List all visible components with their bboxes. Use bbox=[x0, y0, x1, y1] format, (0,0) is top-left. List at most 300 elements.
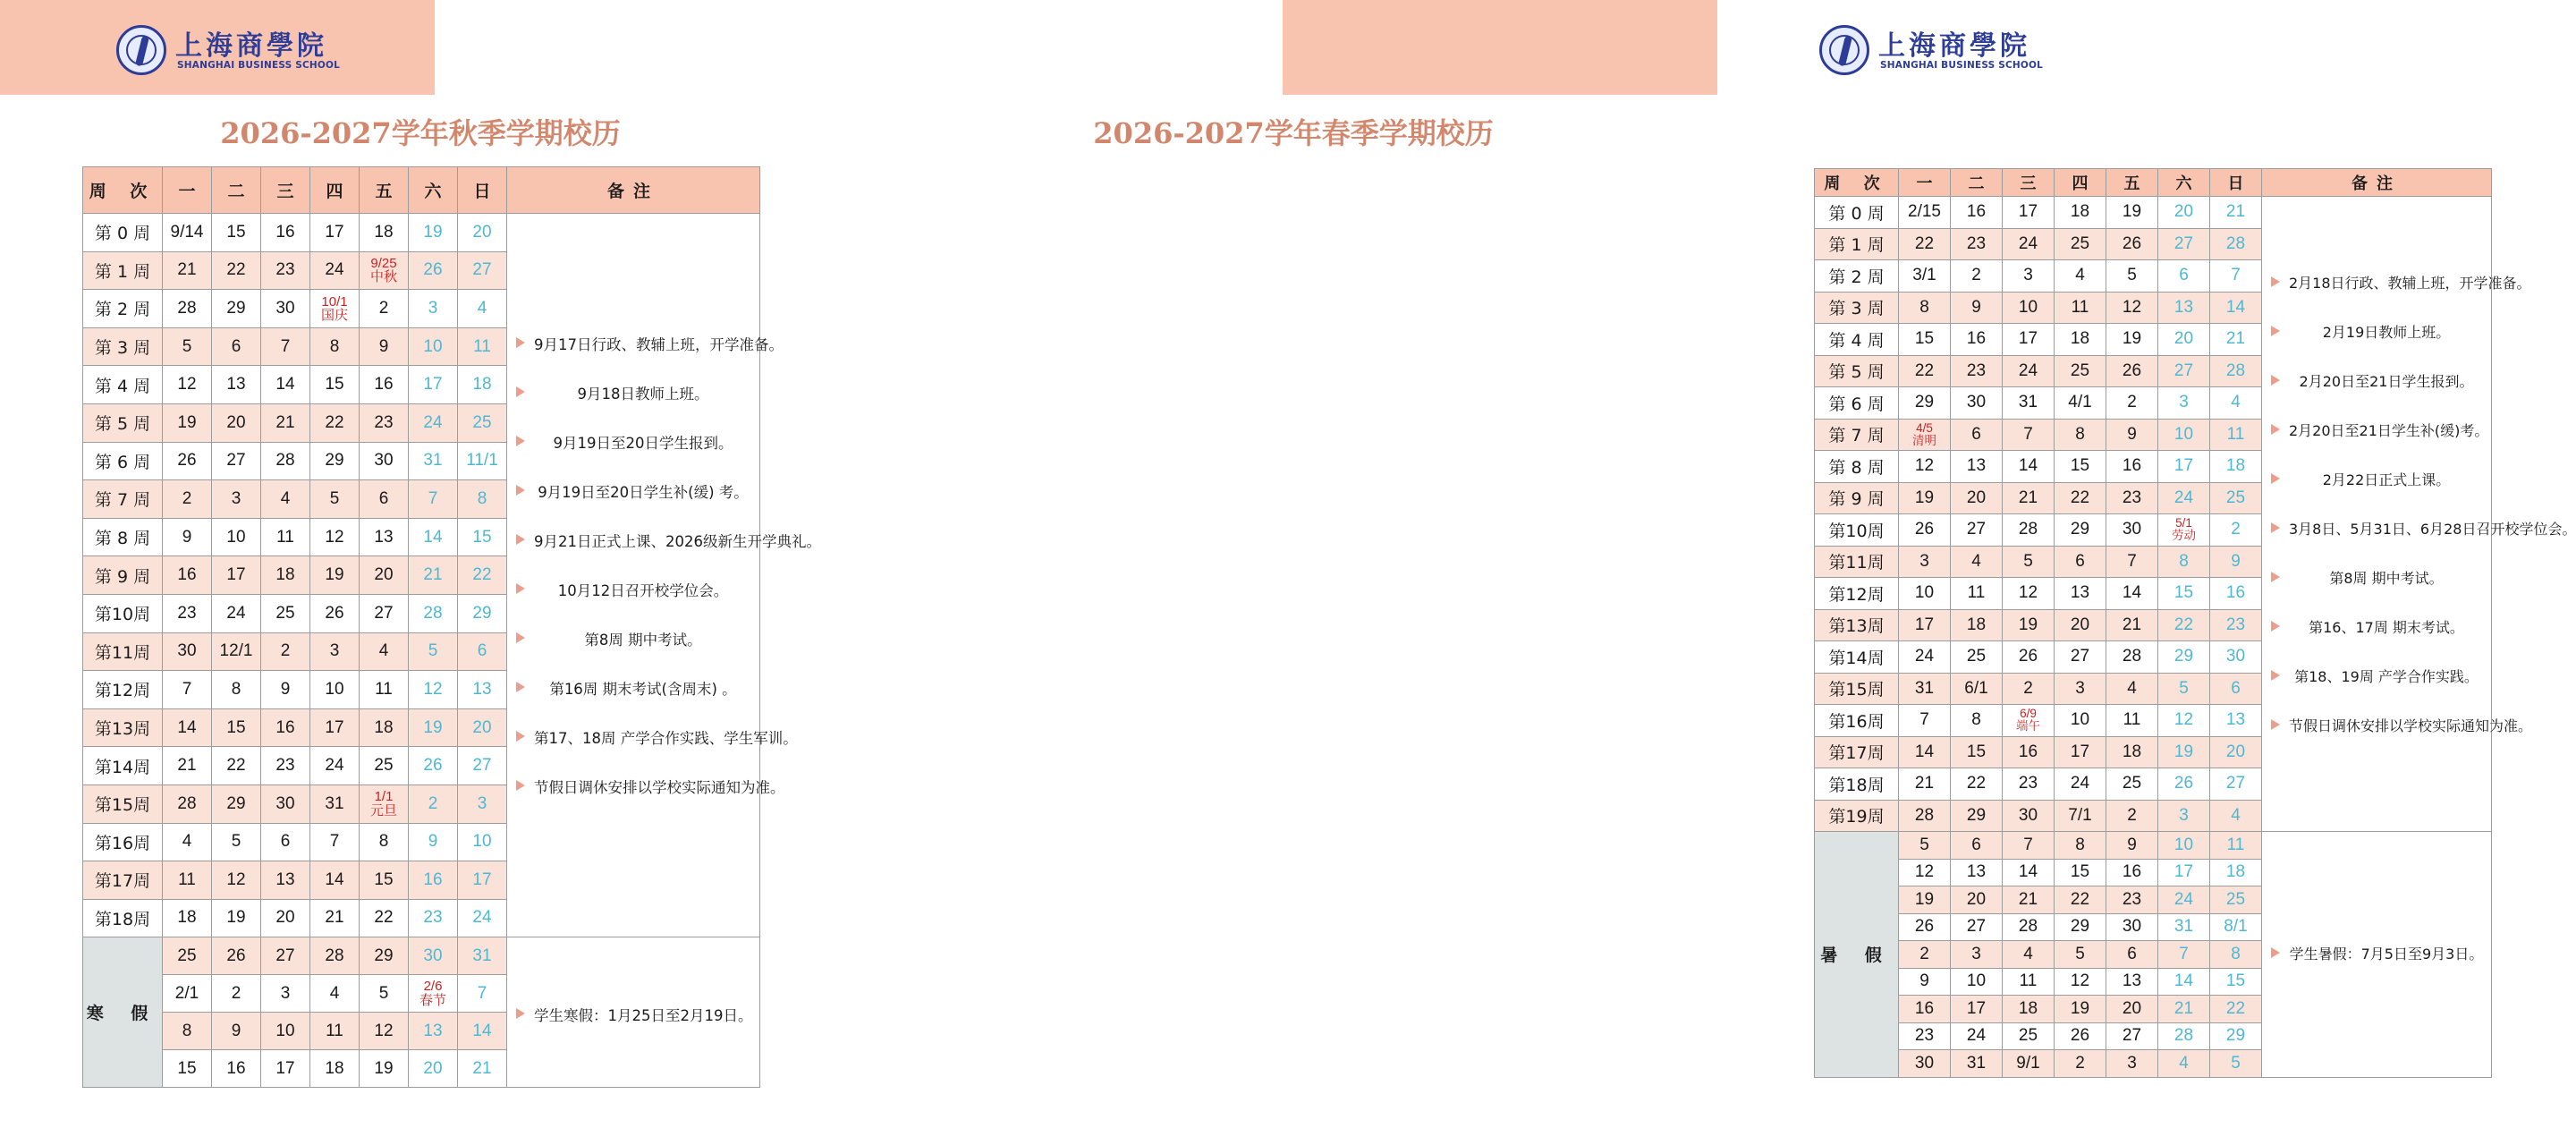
week-label: 第 1 周 bbox=[83, 251, 163, 290]
day-cell: 2 bbox=[2055, 1050, 2106, 1078]
day-cell: 18 bbox=[2210, 859, 2262, 886]
day-cell: 14 bbox=[458, 1013, 507, 1050]
day-cell: 17 bbox=[2003, 324, 2055, 356]
day-cell: 10 bbox=[212, 518, 261, 556]
day-cell: 24 bbox=[310, 251, 360, 290]
day-cell: 15 bbox=[2158, 578, 2210, 610]
week-label: 第 8 周 bbox=[83, 518, 163, 556]
day-cell: 7 bbox=[2158, 941, 2210, 969]
week-label: 第14周 bbox=[83, 747, 163, 785]
day-cell: 28 bbox=[2003, 514, 2055, 547]
holiday-name: 春节 bbox=[419, 992, 446, 1008]
day-cell: 9/14 bbox=[163, 214, 212, 252]
day-cell: 4 bbox=[2003, 941, 2055, 969]
day-cell: 2 bbox=[1951, 260, 2003, 293]
day-cell: 2 bbox=[2210, 514, 2262, 547]
day-cell: 9 bbox=[212, 1013, 261, 1050]
remark-text: 第17、18周 产学合作实践、学生军训。 bbox=[534, 730, 798, 748]
day-cell: 28 bbox=[2003, 913, 2055, 941]
day-cell: 5 bbox=[409, 632, 458, 671]
remark-text: 第16、17周 期末考试。 bbox=[2309, 618, 2464, 636]
remark-text: 第8周 期中考试。 bbox=[584, 632, 702, 649]
day-cell: 12 bbox=[360, 1013, 409, 1050]
day-cell: 29 bbox=[212, 785, 261, 823]
week-label: 第10周 bbox=[1815, 514, 1899, 547]
day-cell: 19 bbox=[2158, 736, 2210, 768]
day-cell: 5 bbox=[2003, 546, 2055, 578]
remark-item bbox=[2262, 715, 2533, 738]
day-cell: 14 bbox=[261, 366, 310, 404]
holiday-date: 2/6 bbox=[423, 979, 443, 995]
holiday-name: 端午 bbox=[2016, 719, 2040, 734]
remark-item bbox=[507, 579, 752, 603]
day-cell: 30 bbox=[1951, 387, 2003, 420]
day-cell: 8 bbox=[212, 671, 261, 709]
day-cell: 7 bbox=[310, 823, 360, 861]
day-cell: 30 bbox=[163, 632, 212, 671]
day-cell: 16 bbox=[360, 366, 409, 404]
day-cell: 6 bbox=[1951, 832, 2003, 860]
day-cell: 13 bbox=[212, 366, 261, 404]
day-cell: 8 bbox=[2210, 941, 2262, 969]
day-cell: 13 bbox=[1951, 451, 2003, 483]
remark-item bbox=[507, 530, 821, 554]
spring-calendar-table bbox=[1814, 168, 2576, 1078]
day-cell: 24 bbox=[212, 594, 261, 632]
day-cell: 11 bbox=[2003, 968, 2055, 996]
day-cell: 26 bbox=[1899, 913, 1951, 941]
day-cell: 4 bbox=[2106, 673, 2158, 705]
day-cell: 7/1 bbox=[2055, 800, 2106, 832]
remark-text: 学生暑假：7月5日至9月3日。 bbox=[2289, 945, 2484, 963]
day-cell: 4/1 bbox=[2055, 387, 2106, 420]
day-cell: 10 bbox=[1899, 578, 1951, 610]
week-label: 第13周 bbox=[83, 708, 163, 747]
vacation-row bbox=[1815, 832, 2492, 860]
day-cell: 29 bbox=[458, 594, 507, 632]
day-cell: 13 bbox=[261, 861, 310, 900]
day-cell: 18 bbox=[2210, 451, 2262, 483]
day-cell: 20 bbox=[2106, 996, 2158, 1023]
day-cell: 24 bbox=[458, 899, 507, 937]
day-cell: 18 bbox=[163, 899, 212, 937]
day-cell: 8 bbox=[1899, 292, 1951, 324]
day-cell: 22 bbox=[2210, 996, 2262, 1023]
day-cell: 16 bbox=[2210, 578, 2262, 610]
day-cell: 22 bbox=[2055, 482, 2106, 514]
day-cell: 25 bbox=[163, 937, 212, 975]
day-cell: 14 bbox=[1899, 736, 1951, 768]
day-cell: 17 bbox=[2003, 197, 2055, 229]
day-cell: 26 bbox=[163, 442, 212, 480]
autumn-calendar-page bbox=[0, 0, 859, 1145]
day-cell: 8 bbox=[360, 823, 409, 861]
day-cell: 7 bbox=[2003, 832, 2055, 860]
day-cell: 31 bbox=[409, 442, 458, 480]
triangle-right-icon bbox=[516, 485, 525, 496]
day-cell: 9 bbox=[261, 671, 310, 709]
day-cell: 14 bbox=[163, 708, 212, 747]
day-cell: 15 bbox=[458, 518, 507, 556]
day-cell: 24 bbox=[310, 747, 360, 785]
day-cell: 24 bbox=[2158, 482, 2210, 514]
day-cell: 22 bbox=[212, 747, 261, 785]
day-cell: 16 bbox=[163, 556, 212, 595]
header-thu: 四 bbox=[310, 167, 360, 214]
triangle-right-icon bbox=[2271, 424, 2280, 435]
day-cell: 31 bbox=[310, 785, 360, 823]
remark-item bbox=[507, 382, 752, 406]
day-cell: 7 bbox=[2210, 260, 2262, 293]
header-banner bbox=[1283, 0, 2044, 95]
day-cell: 10 bbox=[2003, 292, 2055, 324]
holiday-name: 中秋 bbox=[369, 269, 397, 285]
day-cell: 9 bbox=[2210, 546, 2262, 578]
day-cell: 17 bbox=[310, 214, 360, 252]
day-cell: 16 bbox=[2003, 736, 2055, 768]
triangle-right-icon bbox=[2271, 670, 2280, 681]
week-label: 第 0 周 bbox=[83, 214, 163, 252]
day-cell: 30 bbox=[2106, 514, 2158, 547]
day-cell: 25 bbox=[2055, 228, 2106, 260]
day-cell: 18 bbox=[2055, 197, 2106, 229]
header-tue: 二 bbox=[212, 167, 261, 214]
day-cell: 17 bbox=[212, 556, 261, 595]
holiday-day-cell bbox=[360, 251, 409, 290]
day-cell: 27 bbox=[212, 442, 261, 480]
day-cell: 26 bbox=[310, 594, 360, 632]
day-cell: 13 bbox=[409, 1013, 458, 1050]
day-cell: 31 bbox=[2158, 913, 2210, 941]
day-cell: 2 bbox=[2106, 800, 2158, 832]
header-mon: 一 bbox=[1899, 169, 1951, 197]
triangle-right-icon bbox=[516, 731, 525, 742]
day-cell: 8 bbox=[1951, 705, 2003, 737]
remarks-cell bbox=[507, 214, 821, 937]
day-cell: 3 bbox=[409, 290, 458, 328]
triangle-right-icon bbox=[2271, 719, 2280, 730]
day-cell: 23 bbox=[261, 251, 310, 290]
week-label: 第16周 bbox=[83, 823, 163, 861]
day-cell: 25 bbox=[2210, 886, 2262, 914]
day-cell: 10 bbox=[261, 1013, 310, 1050]
day-cell: 3 bbox=[212, 480, 261, 519]
day-cell: 23 bbox=[360, 403, 409, 442]
week-row bbox=[83, 214, 760, 252]
day-cell: 23 bbox=[1951, 228, 2003, 260]
day-cell: 14 bbox=[2106, 578, 2158, 610]
day-cell: 11 bbox=[360, 671, 409, 709]
vacation-remark-cell bbox=[2262, 832, 2492, 1078]
day-cell: 23 bbox=[2106, 886, 2158, 914]
day-cell: 3 bbox=[310, 632, 360, 671]
day-cell: 15 bbox=[2055, 451, 2106, 483]
day-cell: 14 bbox=[409, 518, 458, 556]
day-cell: 18 bbox=[2106, 736, 2158, 768]
day-cell: 28 bbox=[1899, 800, 1951, 832]
day-cell: 9 bbox=[1899, 968, 1951, 996]
day-cell: 7 bbox=[409, 480, 458, 519]
day-cell: 20 bbox=[1951, 482, 2003, 514]
day-cell: 6 bbox=[212, 327, 261, 366]
day-cell: 24 bbox=[409, 403, 458, 442]
day-cell: 10 bbox=[2158, 419, 2210, 451]
day-cell: 13 bbox=[458, 671, 507, 709]
week-label: 第12周 bbox=[1815, 578, 1899, 610]
day-cell: 11 bbox=[458, 327, 507, 366]
day-cell: 21 bbox=[163, 747, 212, 785]
school-logo bbox=[116, 21, 411, 81]
day-cell: 13 bbox=[360, 518, 409, 556]
day-cell: 29 bbox=[2055, 514, 2106, 547]
day-cell: 27 bbox=[261, 937, 310, 975]
day-cell: 21 bbox=[2106, 609, 2158, 641]
day-cell: 3 bbox=[458, 785, 507, 823]
week-label: 第14周 bbox=[1815, 641, 1899, 674]
day-cell: 22 bbox=[1899, 228, 1951, 260]
header-fri: 五 bbox=[2106, 169, 2158, 197]
day-cell: 17 bbox=[2158, 451, 2210, 483]
week-label: 第15周 bbox=[83, 785, 163, 823]
logo-chinese-name: 上海商學院 bbox=[1878, 30, 2030, 62]
holiday-day-cell bbox=[360, 785, 409, 823]
remark-text: 9月19日至20日学生补(缓) 考。 bbox=[538, 484, 749, 502]
remark-text: 2月22日正式上课。 bbox=[2322, 471, 2451, 488]
day-cell: 17 bbox=[1899, 609, 1951, 641]
vacation-label: 暑 假 bbox=[1815, 832, 1899, 1078]
day-cell: 21 bbox=[458, 1050, 507, 1088]
day-cell: 20 bbox=[2055, 609, 2106, 641]
day-cell: 26 bbox=[409, 747, 458, 785]
day-cell: 5 bbox=[310, 480, 360, 519]
week-label: 第 7 周 bbox=[1815, 419, 1899, 451]
day-cell: 28 bbox=[261, 442, 310, 480]
day-cell: 11 bbox=[310, 1013, 360, 1050]
day-cell: 10 bbox=[2055, 705, 2106, 737]
day-cell: 21 bbox=[2210, 324, 2262, 356]
day-cell: 11 bbox=[2055, 292, 2106, 324]
day-cell: 22 bbox=[2055, 886, 2106, 914]
day-cell: 5 bbox=[360, 975, 409, 1013]
day-cell: 19 bbox=[409, 214, 458, 252]
day-cell: 12 bbox=[163, 366, 212, 404]
day-cell: 16 bbox=[1951, 324, 2003, 356]
day-cell: 16 bbox=[2106, 451, 2158, 483]
triangle-right-icon bbox=[2271, 276, 2280, 287]
day-cell: 4 bbox=[1951, 546, 2003, 578]
day-cell: 11 bbox=[2106, 705, 2158, 737]
day-cell: 19 bbox=[360, 1050, 409, 1088]
day-cell: 25 bbox=[2210, 482, 2262, 514]
logo-english-name: SHANGHAI BUSINESS SCHOOL bbox=[177, 60, 341, 71]
day-cell: 30 bbox=[2106, 913, 2158, 941]
day-cell: 2/1 bbox=[163, 975, 212, 1013]
day-cell: 19 bbox=[2106, 197, 2158, 229]
day-cell: 17 bbox=[409, 366, 458, 404]
day-cell: 3 bbox=[2106, 1050, 2158, 1078]
day-cell: 12 bbox=[310, 518, 360, 556]
remark-item bbox=[2262, 420, 2489, 443]
day-cell: 29 bbox=[1951, 800, 2003, 832]
day-cell: 3 bbox=[1951, 941, 2003, 969]
day-cell: 26 bbox=[2106, 228, 2158, 260]
day-cell: 4 bbox=[360, 632, 409, 671]
day-cell: 25 bbox=[261, 594, 310, 632]
day-cell: 4 bbox=[163, 823, 212, 861]
remark-text: 节假日调休安排以学校实际通知为准。 bbox=[2289, 717, 2533, 734]
remark-text: 9月21日正式上课、2026级新生开学典礼。 bbox=[534, 533, 821, 551]
day-cell: 6 bbox=[360, 480, 409, 519]
day-cell: 30 bbox=[2003, 800, 2055, 832]
day-cell: 27 bbox=[1951, 913, 2003, 941]
triangle-right-icon bbox=[2271, 522, 2280, 533]
day-cell: 27 bbox=[1951, 514, 2003, 547]
header-wed: 三 bbox=[2003, 169, 2055, 197]
day-cell: 24 bbox=[2158, 886, 2210, 914]
day-cell: 8 bbox=[2055, 832, 2106, 860]
week-label: 第16周 bbox=[1815, 705, 1899, 737]
day-cell: 11 bbox=[2210, 419, 2262, 451]
header-sun: 日 bbox=[2210, 169, 2262, 197]
day-cell: 28 bbox=[409, 594, 458, 632]
week-label: 第 7 周 bbox=[83, 480, 163, 519]
day-cell: 19 bbox=[212, 899, 261, 937]
day-cell: 28 bbox=[2106, 641, 2158, 674]
week-label: 第 5 周 bbox=[83, 403, 163, 442]
day-cell: 21 bbox=[2003, 482, 2055, 514]
day-cell: 13 bbox=[2158, 292, 2210, 324]
header-wed: 三 bbox=[261, 167, 310, 214]
page-title: 2026-2027学年秋季学期校历 bbox=[220, 116, 621, 150]
header-week: 周 次 bbox=[83, 167, 163, 214]
day-cell: 8 bbox=[458, 480, 507, 519]
day-cell: 15 bbox=[163, 1050, 212, 1088]
day-cell: 26 bbox=[2106, 355, 2158, 387]
remark-item bbox=[2262, 616, 2484, 640]
day-cell: 15 bbox=[310, 366, 360, 404]
day-cell: 18 bbox=[360, 708, 409, 747]
day-cell: 29 bbox=[2158, 641, 2210, 674]
remark-text: 第8周 期中考试。 bbox=[2329, 569, 2444, 587]
day-cell: 20 bbox=[212, 403, 261, 442]
day-cell: 6 bbox=[1951, 419, 2003, 451]
day-cell: 4 bbox=[2210, 800, 2262, 832]
day-cell: 10 bbox=[2158, 832, 2210, 860]
remark-item bbox=[2262, 518, 2576, 541]
remark-item bbox=[2262, 469, 2484, 492]
week-label: 第11周 bbox=[1815, 546, 1899, 578]
day-cell: 27 bbox=[458, 251, 507, 290]
day-cell: 16 bbox=[1899, 996, 1951, 1023]
day-cell: 26 bbox=[409, 251, 458, 290]
remark-text: 3月8日、5月31日、6月28日召开校学位会。 bbox=[2289, 520, 2576, 538]
remark-item bbox=[507, 726, 798, 751]
remark-item bbox=[507, 431, 752, 455]
day-cell: 13 bbox=[2210, 705, 2262, 737]
week-label: 第17周 bbox=[1815, 736, 1899, 768]
day-cell: 3 bbox=[261, 975, 310, 1013]
day-cell: 21 bbox=[2158, 996, 2210, 1023]
day-cell: 2/15 bbox=[1899, 197, 1951, 229]
holiday-day-cell bbox=[2003, 705, 2055, 737]
remark-item bbox=[507, 628, 752, 652]
triangle-right-icon bbox=[516, 534, 525, 545]
day-cell: 4 bbox=[2210, 387, 2262, 420]
day-cell: 5 bbox=[2055, 941, 2106, 969]
day-cell: 25 bbox=[458, 403, 507, 442]
day-cell: 15 bbox=[212, 708, 261, 747]
triangle-right-icon bbox=[516, 780, 525, 791]
day-cell: 20 bbox=[2210, 736, 2262, 768]
day-cell: 5 bbox=[2158, 673, 2210, 705]
triangle-right-icon bbox=[516, 1008, 525, 1019]
day-cell: 5 bbox=[163, 327, 212, 366]
day-cell: 28 bbox=[163, 290, 212, 328]
week-label: 第 6 周 bbox=[83, 442, 163, 480]
day-cell: 30 bbox=[360, 442, 409, 480]
day-cell: 3 bbox=[2003, 260, 2055, 293]
day-cell: 19 bbox=[310, 556, 360, 595]
day-cell: 18 bbox=[360, 214, 409, 252]
day-cell: 6 bbox=[261, 823, 310, 861]
day-cell: 2 bbox=[212, 975, 261, 1013]
day-cell: 18 bbox=[2003, 996, 2055, 1023]
triangle-right-icon bbox=[2271, 473, 2280, 484]
page-title: 2026-2027学年春季学期校历 bbox=[1093, 116, 1494, 150]
day-cell: 27 bbox=[2055, 641, 2106, 674]
remark-text: 9月18日教师上班。 bbox=[577, 386, 709, 403]
day-cell: 17 bbox=[261, 1050, 310, 1088]
triangle-right-icon bbox=[516, 682, 525, 692]
week-label: 第 3 周 bbox=[1815, 292, 1899, 324]
day-cell: 16 bbox=[2106, 859, 2158, 886]
day-cell: 24 bbox=[2003, 355, 2055, 387]
day-cell: 11 bbox=[261, 518, 310, 556]
day-cell: 16 bbox=[212, 1050, 261, 1088]
day-cell: 14 bbox=[2158, 968, 2210, 996]
day-cell: 7 bbox=[261, 327, 310, 366]
day-cell: 13 bbox=[2106, 968, 2158, 996]
day-cell: 27 bbox=[2210, 768, 2262, 801]
day-cell: 23 bbox=[163, 594, 212, 632]
day-cell: 3 bbox=[2055, 673, 2106, 705]
remarks-cell bbox=[2262, 197, 2576, 832]
week-label: 第 5 周 bbox=[1815, 355, 1899, 387]
remark-item bbox=[2262, 666, 2484, 689]
day-cell: 8 bbox=[310, 327, 360, 366]
day-cell: 6 bbox=[2158, 260, 2210, 293]
remark-text: 9月17日行政、教辅上班，开学准备。 bbox=[534, 336, 784, 354]
remark-text: 第18、19周 产学合作实践。 bbox=[2294, 667, 2479, 685]
day-cell: 7 bbox=[2003, 419, 2055, 451]
header-fri: 五 bbox=[360, 167, 409, 214]
day-cell: 31 bbox=[1899, 673, 1951, 705]
vacation-row bbox=[83, 937, 760, 975]
remark-item bbox=[2262, 272, 2531, 295]
day-cell: 19 bbox=[2055, 996, 2106, 1023]
holiday-day-cell bbox=[1899, 419, 1951, 451]
day-cell: 17 bbox=[458, 861, 507, 900]
day-cell: 6 bbox=[2210, 673, 2262, 705]
vacation-label: 寒 假 bbox=[83, 937, 163, 1088]
header-sat: 六 bbox=[2158, 169, 2210, 197]
day-cell: 24 bbox=[2055, 768, 2106, 801]
week-label: 第18周 bbox=[1815, 768, 1899, 801]
day-cell: 2 bbox=[409, 785, 458, 823]
day-cell: 5 bbox=[2210, 1050, 2262, 1078]
day-cell: 22 bbox=[212, 251, 261, 290]
day-cell: 17 bbox=[310, 708, 360, 747]
